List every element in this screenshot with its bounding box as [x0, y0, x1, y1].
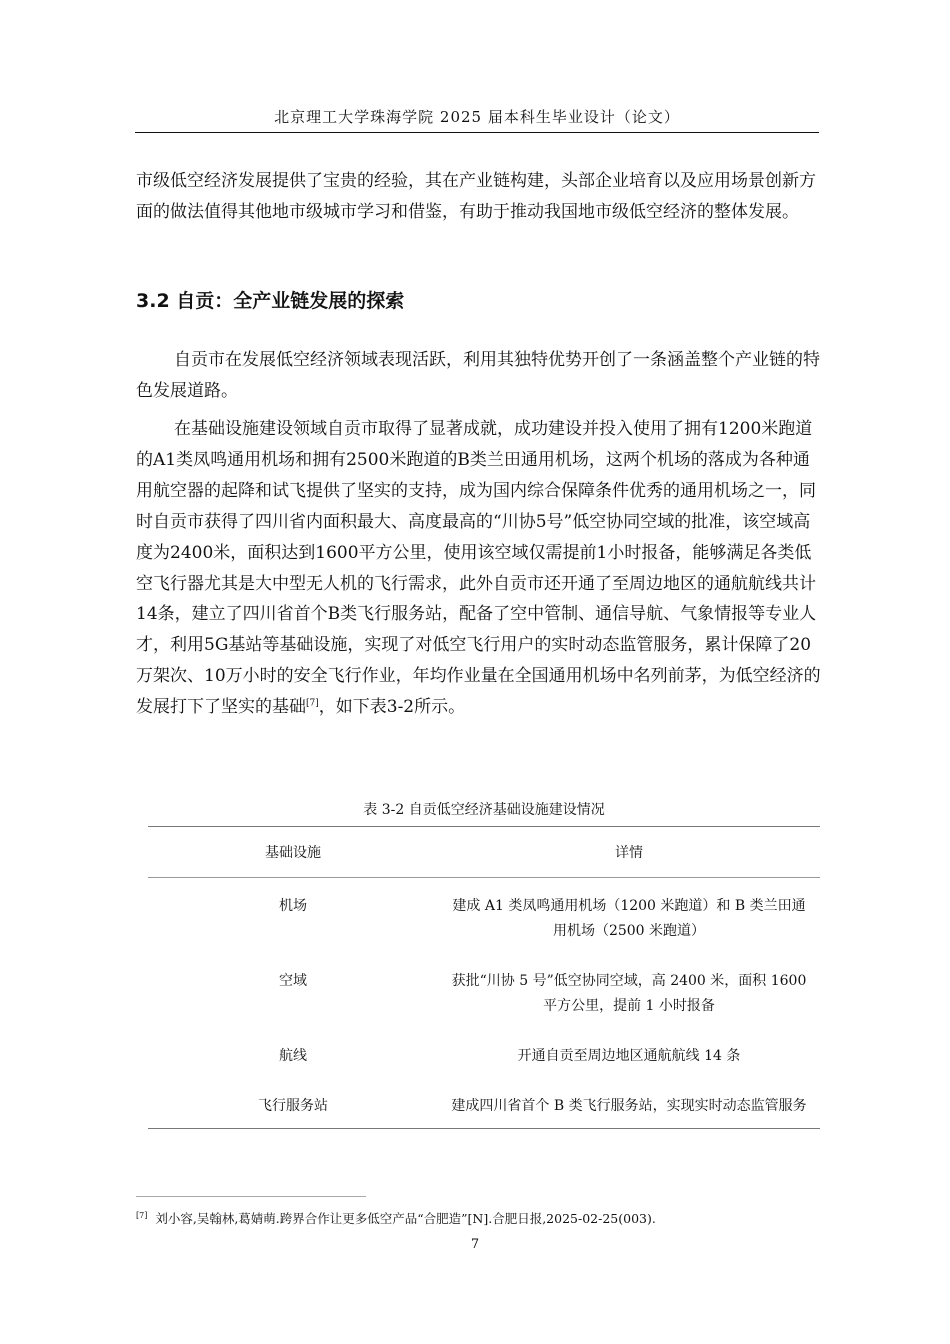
intro-paragraph: 市级低空经济发展提供了宝贵的经验，其在产业链构建，头部企业培育以及应用场景创新方面的做法值得其他地市级城市学习和借鉴，有助于推动我国地市级低空经济的整体发展。: [136, 171, 816, 222]
paragraph-2-tail: ，如下表3-2所示。: [318, 697, 466, 718]
table-cell-detail-wrap: [438, 1069, 820, 1129]
header-divider: [135, 132, 819, 133]
table-header-row: [148, 827, 820, 878]
footnote-divider: [136, 1196, 366, 1197]
table-cell-facility: 飞行服务站: [148, 1069, 438, 1129]
table-cell-detail: 获批“川协 5 号”低空协同空域，高 2400 米，面积 1600 平方公里，提前 1 小时报备: [451, 973, 807, 1014]
table-header-detail: 详情: [438, 827, 820, 878]
table-row: [148, 1019, 820, 1069]
table-cell-detail: 建成 A1 类凤鸣通用机场（1200 米跑道）和 B 类兰田通用机场（2500 米跑道）: [452, 898, 806, 939]
infrastructure-table: [148, 826, 820, 1129]
section-heading: 3.2 自贡：全产业链发展的探索: [136, 290, 405, 312]
body-paragraph-1: 自贡市在发展低空经济领域表现活跃，利用其独特优势开创了一条涵盖整个产业链的特色发展道路。: [136, 350, 820, 401]
footnote: [136, 1209, 656, 1227]
table-cell-facility: 空域: [279, 973, 307, 989]
table-caption: 表 3-2 自贡低空经济基础设施建设情况: [363, 802, 605, 818]
table-cell-detail-wrap: [438, 1019, 820, 1069]
table-row: [148, 878, 820, 945]
table-cell-detail: 开通自贡至周边地区通航航线 14 条: [517, 1048, 741, 1064]
table-cell-detail-wrap: [438, 878, 820, 945]
page-number: 7: [470, 1237, 480, 1252]
paragraph-2-text: 在基础设施建设领域自贡市取得了显著成就，成功建设并投入使用了拥有1200米跑道的A1类凤鸣通用机场和拥有2500米跑道的B类兰田通用机场，这两个机场的落成为各种通用航空器的起降和试飞提供了坚实的支持，成为国内综合保障条件优秀的通用机场之一，同时自贡市获得了四川省内面积最大、高度最高的“川协5号”低空协同空域的批准，该空域高度为2400米，面积达到1600平方公里，使用该空域仅需提前1小时报备，能够满足各类低空飞行器尤其是大中型无人机的飞行需求，此外自贡市还开通了至周边地区的通航航线共计14条，建立了四川省首个B类飞行服务站，配备了空中管制、通信导航、气象情报等专业人才，利用5G基站等基础设施，实现了对低空飞行用户的实时动态监管服务，累计保障了20万架次、10万小时的安全飞行作业，年均作业量在全国通用机场中名列前茅，为低空经济的发展打下了坚实的基础: [136, 419, 821, 718]
table-cell-facility: 机场: [279, 898, 307, 914]
page-header-title: 北京理工大学珠海学院 2025 届本科生毕业设计（论文）: [274, 108, 680, 126]
citation-ref-7[interactable]: [7]: [306, 698, 319, 709]
table-header-facility: 基础设施: [148, 827, 438, 878]
footnote-marker: [7]: [136, 1210, 148, 1220]
table-row: [148, 1069, 820, 1129]
table-cell-detail: 建成四川省首个 B 类飞行服务站，实现实时动态监管服务: [451, 1098, 807, 1114]
footnote-text: 刘小容,吴翰林,葛婧萌.跨界合作让更多低空产品“合肥造”[N].合肥日报,2025-02-25(003).: [155, 1211, 656, 1226]
body-paragraph-2: [136, 414, 826, 723]
table-cell-facility: 航线: [279, 1048, 307, 1064]
table-cell-detail-wrap: [438, 944, 820, 1019]
table-row: [148, 944, 820, 1019]
